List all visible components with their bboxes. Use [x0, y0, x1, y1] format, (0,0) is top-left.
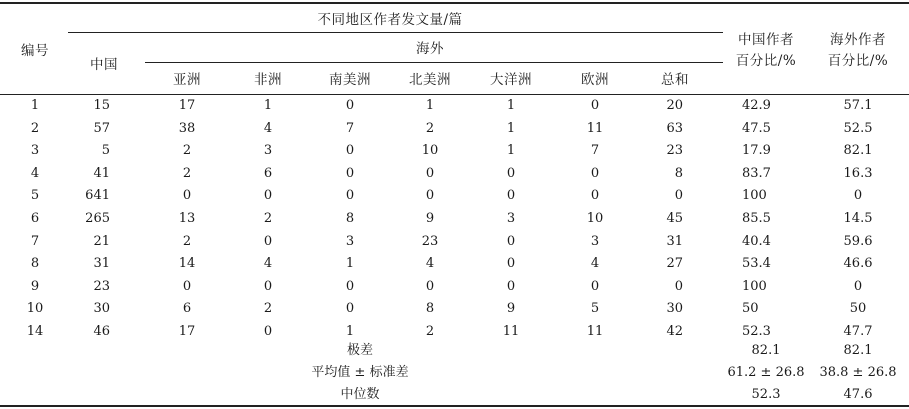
cell-asia: 17 — [178, 324, 196, 339]
cell-oceania: 3 — [506, 211, 516, 226]
summary-range-label: 极差 — [346, 343, 374, 358]
header-cn-pct-line2: 百分比/% — [735, 53, 797, 69]
cell-asia: 2 — [182, 165, 192, 181]
cell-cn-pct: 42.9 — [742, 98, 771, 113]
header-region-north-america: 北美洲 — [409, 72, 451, 88]
cell-africa: 0 — [263, 324, 273, 339]
cell-north-america: 0 — [425, 188, 435, 204]
cell-africa: 3 — [263, 143, 273, 159]
cell-total: 8 — [674, 165, 683, 181]
cell-id: 6 — [30, 211, 40, 226]
cell-cn-pct: 83.7 — [742, 165, 771, 181]
cell-north-america: 1 — [425, 98, 435, 113]
cell-id: 4 — [30, 165, 40, 181]
cell-china: 41 — [93, 165, 110, 181]
cell-north-america: 4 — [425, 256, 435, 272]
cell-oceania: 0 — [506, 165, 516, 181]
cell-total: 27 — [666, 256, 683, 272]
table-top-rule — [0, 2, 909, 4]
header-os-pct-line2: 百分比/% — [827, 53, 889, 69]
cell-oceania: 0 — [506, 256, 516, 272]
header-region-south-america: 南美洲 — [329, 72, 371, 88]
cell-cn-pct: 47.5 — [742, 120, 771, 136]
cell-south-america: 7 — [345, 120, 355, 136]
summary-median-os: 47.6 — [843, 387, 873, 402]
cell-europe: 11 — [586, 120, 604, 136]
cell-asia: 0 — [182, 188, 192, 204]
cell-os-pct: 0 — [853, 188, 863, 204]
cell-europe: 5 — [590, 301, 600, 317]
cell-os-pct: 14.5 — [843, 211, 873, 226]
header-cn-pct-line1: 中国作者 — [738, 32, 794, 48]
cell-oceania: 1 — [506, 143, 516, 159]
cell-total: 63 — [666, 120, 683, 136]
cell-china: 31 — [93, 256, 110, 272]
overseas-underline — [145, 62, 723, 63]
cell-south-america: 0 — [345, 165, 355, 181]
cell-europe: 0 — [590, 278, 600, 294]
cell-south-america: 0 — [345, 301, 355, 317]
cell-south-america: 3 — [345, 233, 355, 249]
header-region-europe: 欧洲 — [581, 72, 609, 88]
summary-mean-label: 平均值 ± 标准差 — [311, 365, 409, 380]
cell-cn-pct: 100 — [742, 188, 767, 204]
cell-cn-pct: 85.5 — [742, 211, 771, 226]
cell-os-pct: 50 — [849, 301, 867, 317]
cell-south-america: 0 — [345, 188, 355, 204]
cell-id: 14 — [26, 324, 44, 339]
cell-oceania: 1 — [506, 120, 516, 136]
summary-mean-os: 38.8 ± 26.8 — [819, 365, 897, 380]
cell-north-america: 9 — [425, 211, 435, 226]
cell-china: 5 — [101, 143, 110, 159]
cell-total: 23 — [666, 143, 683, 159]
cell-cn-pct: 40.4 — [742, 233, 771, 249]
cell-south-america: 0 — [345, 278, 355, 294]
header-region-asia: 亚洲 — [173, 72, 201, 88]
cell-africa: 0 — [263, 233, 273, 249]
cell-os-pct: 16.3 — [843, 165, 873, 181]
cell-cn-pct: 17.9 — [742, 143, 771, 159]
cell-europe: 0 — [590, 98, 600, 113]
cell-africa: 2 — [263, 301, 273, 317]
cell-asia: 14 — [178, 256, 196, 272]
cell-north-america: 2 — [425, 324, 435, 339]
header-overseas: 海外 — [416, 41, 444, 57]
cell-north-america: 8 — [425, 301, 435, 317]
cell-europe: 11 — [586, 324, 604, 339]
cell-china: 57 — [93, 120, 110, 136]
summary-median-label: 中位数 — [340, 387, 380, 402]
header-region-oceania: 大洋洲 — [490, 72, 532, 88]
cell-africa: 6 — [263, 165, 273, 181]
cell-os-pct: 0 — [853, 278, 863, 294]
cell-os-pct: 59.6 — [843, 233, 873, 249]
cell-os-pct: 47.7 — [843, 324, 873, 339]
cell-oceania: 0 — [506, 188, 516, 204]
cell-asia: 2 — [182, 233, 192, 249]
cell-os-pct: 82.1 — [843, 143, 873, 159]
cell-china: 641 — [85, 188, 110, 204]
cell-total: 0 — [674, 278, 683, 294]
cell-africa: 4 — [263, 120, 273, 136]
cell-europe: 10 — [586, 211, 604, 226]
cell-north-america: 2 — [425, 120, 435, 136]
cell-africa: 4 — [263, 256, 273, 272]
cell-id: 10 — [26, 301, 44, 317]
cell-id: 5 — [30, 188, 40, 204]
cell-south-america: 1 — [345, 256, 355, 272]
cell-south-america: 8 — [345, 211, 355, 226]
cell-id: 7 — [30, 233, 40, 249]
cell-africa: 0 — [263, 188, 273, 204]
cell-europe: 3 — [590, 233, 600, 249]
header-id: 编号 — [21, 43, 49, 59]
cell-europe: 0 — [590, 165, 600, 181]
cell-oceania: 9 — [506, 301, 516, 317]
cell-asia: 6 — [182, 301, 192, 317]
cell-asia: 38 — [178, 120, 196, 136]
cell-africa: 1 — [263, 98, 273, 113]
cell-id: 8 — [30, 256, 40, 272]
cell-china: 23 — [93, 278, 110, 294]
cell-china: 46 — [93, 324, 110, 339]
header-region-total: 总和 — [661, 72, 689, 88]
cell-asia: 13 — [178, 211, 196, 226]
cell-total: 20 — [666, 98, 683, 113]
cell-oceania: 0 — [506, 278, 516, 294]
cell-oceania: 11 — [502, 324, 520, 339]
cell-asia: 17 — [178, 98, 196, 113]
summary-median-cn: 52.3 — [751, 387, 781, 402]
cell-os-pct: 52.5 — [843, 120, 873, 136]
cell-north-america: 0 — [425, 278, 435, 294]
cell-cn-pct: 52.3 — [742, 324, 771, 339]
cell-europe: 7 — [590, 143, 600, 159]
header-os-pct-line1: 海外作者 — [830, 32, 886, 48]
cell-north-america: 10 — [421, 143, 439, 159]
cell-os-pct: 57.1 — [843, 98, 873, 113]
summary-mean-cn: 61.2 ± 26.8 — [727, 365, 805, 380]
header-region-africa: 非洲 — [254, 72, 282, 88]
cell-id: 9 — [30, 278, 40, 294]
cell-north-america: 0 — [425, 165, 435, 181]
cell-south-america: 0 — [345, 143, 355, 159]
cell-total: 45 — [666, 211, 683, 226]
cell-cn-pct: 50 — [742, 301, 759, 317]
group-title-underline — [68, 32, 723, 33]
summary-range-os: 82.1 — [843, 343, 873, 358]
cell-asia: 2 — [182, 143, 192, 159]
cell-europe: 4 — [590, 256, 600, 272]
header-bottom-rule — [0, 94, 909, 95]
header-china: 中国 — [90, 57, 118, 73]
header-group-title: 不同地区作者发文量/篇 — [317, 12, 463, 28]
cell-total: 31 — [666, 233, 683, 249]
cell-total: 0 — [674, 188, 683, 204]
cell-china: 265 — [85, 211, 110, 226]
cell-id: 2 — [30, 120, 40, 136]
cell-china: 21 — [93, 233, 110, 249]
cell-asia: 0 — [182, 278, 192, 294]
cell-china: 30 — [93, 301, 110, 317]
cell-total: 42 — [666, 324, 683, 339]
cell-south-america: 1 — [345, 324, 355, 339]
cell-africa: 2 — [263, 211, 273, 226]
cell-cn-pct: 100 — [742, 278, 767, 294]
table-bottom-rule — [0, 405, 909, 407]
cell-china: 15 — [93, 98, 110, 113]
cell-south-america: 0 — [345, 98, 355, 113]
cell-id: 3 — [30, 143, 40, 159]
cell-oceania: 0 — [506, 233, 516, 249]
cell-north-america: 23 — [421, 233, 439, 249]
cell-os-pct: 46.6 — [843, 256, 873, 272]
cell-total: 30 — [666, 301, 683, 317]
summary-range-cn: 82.1 — [751, 343, 781, 358]
cell-id: 1 — [30, 98, 40, 113]
cell-oceania: 1 — [506, 98, 516, 113]
cell-africa: 0 — [263, 278, 273, 294]
cell-europe: 0 — [590, 188, 600, 204]
cell-cn-pct: 53.4 — [742, 256, 771, 272]
